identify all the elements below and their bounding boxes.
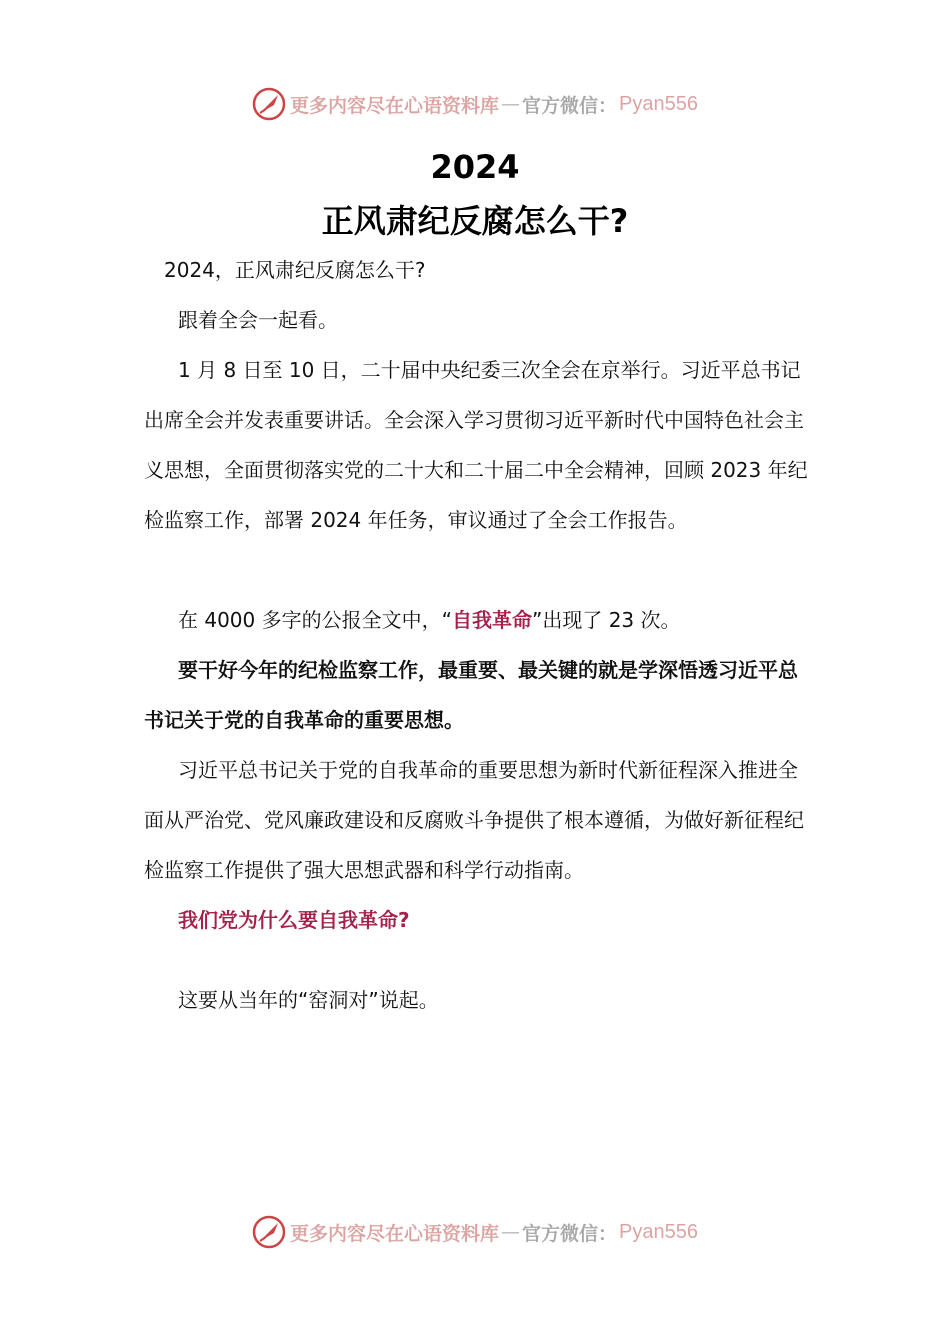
paragraph-thought: 习近平总书记关于党的自我革命的重要思想为新时代新征程深入推进全面从严治党、党风廉政建设和反腐败斗争提供了根本遵循，为做好新征程纪检监察工作提供了强大思想武器和科学行动指南。 [144, 758, 804, 882]
title-year: 2024 [430, 148, 520, 186]
quill-logo-icon [252, 87, 286, 121]
banner-text: 更多内容尽在心语资料库 [290, 94, 500, 117]
header-banner [0, 84, 950, 124]
paragraph-cave-dialogue: 这要从当年的“窑洞对”说起。 [178, 988, 439, 1012]
highlight-self-revolution: 自我革命 [451, 608, 532, 632]
quill-logo-icon [252, 1215, 286, 1249]
footer-banner-text: 更多内容尽在心语资料库 [290, 1222, 500, 1245]
footer-banner-dash: — [501, 1221, 521, 1243]
paragraph-plenum: 1 月 8 日至 10 日，二十届中央纪委三次全会在京举行。习近平总书记出席全会并发表重要讲话。全会深入学习贯彻习近平新时代中国特色社会主义思想，全面贯彻落实党的二十大和二十届二中全会精神，回顾 2023 年纪检监察工作，部署 2024 年任务，审议通过了全会工作报告。 [144, 358, 808, 532]
paragraph-communique [144, 595, 808, 645]
banner-wechat-id: Pyan556 [619, 92, 698, 115]
communique-text-post: ”出现了 23 次。 [531, 608, 681, 632]
communique-text-pre: 在 4000 多字的公报全文中，“ [178, 608, 452, 632]
footer-banner [0, 1212, 950, 1252]
banner-dash: — [501, 93, 521, 115]
paragraph-follow: 跟着全会一起看。 [178, 308, 338, 332]
footer-wechat-label: 官方微信： [522, 1222, 618, 1245]
page-title: 正风肃纪反腐怎么干? [321, 202, 629, 240]
paragraph-intro: 2024，正风肃纪反腐怎么干? [164, 258, 426, 282]
paragraph-key-point: 要干好今年的纪检监察工作，最重要、最关键的就是学深悟透习近平总书记关于党的自我革命的重要思想。 [144, 658, 798, 732]
section-heading: 我们党为什么要自我革命? [178, 908, 410, 932]
banner-wechat-label: 官方微信： [522, 94, 618, 117]
footer-wechat-id: Pyan556 [619, 1220, 698, 1243]
